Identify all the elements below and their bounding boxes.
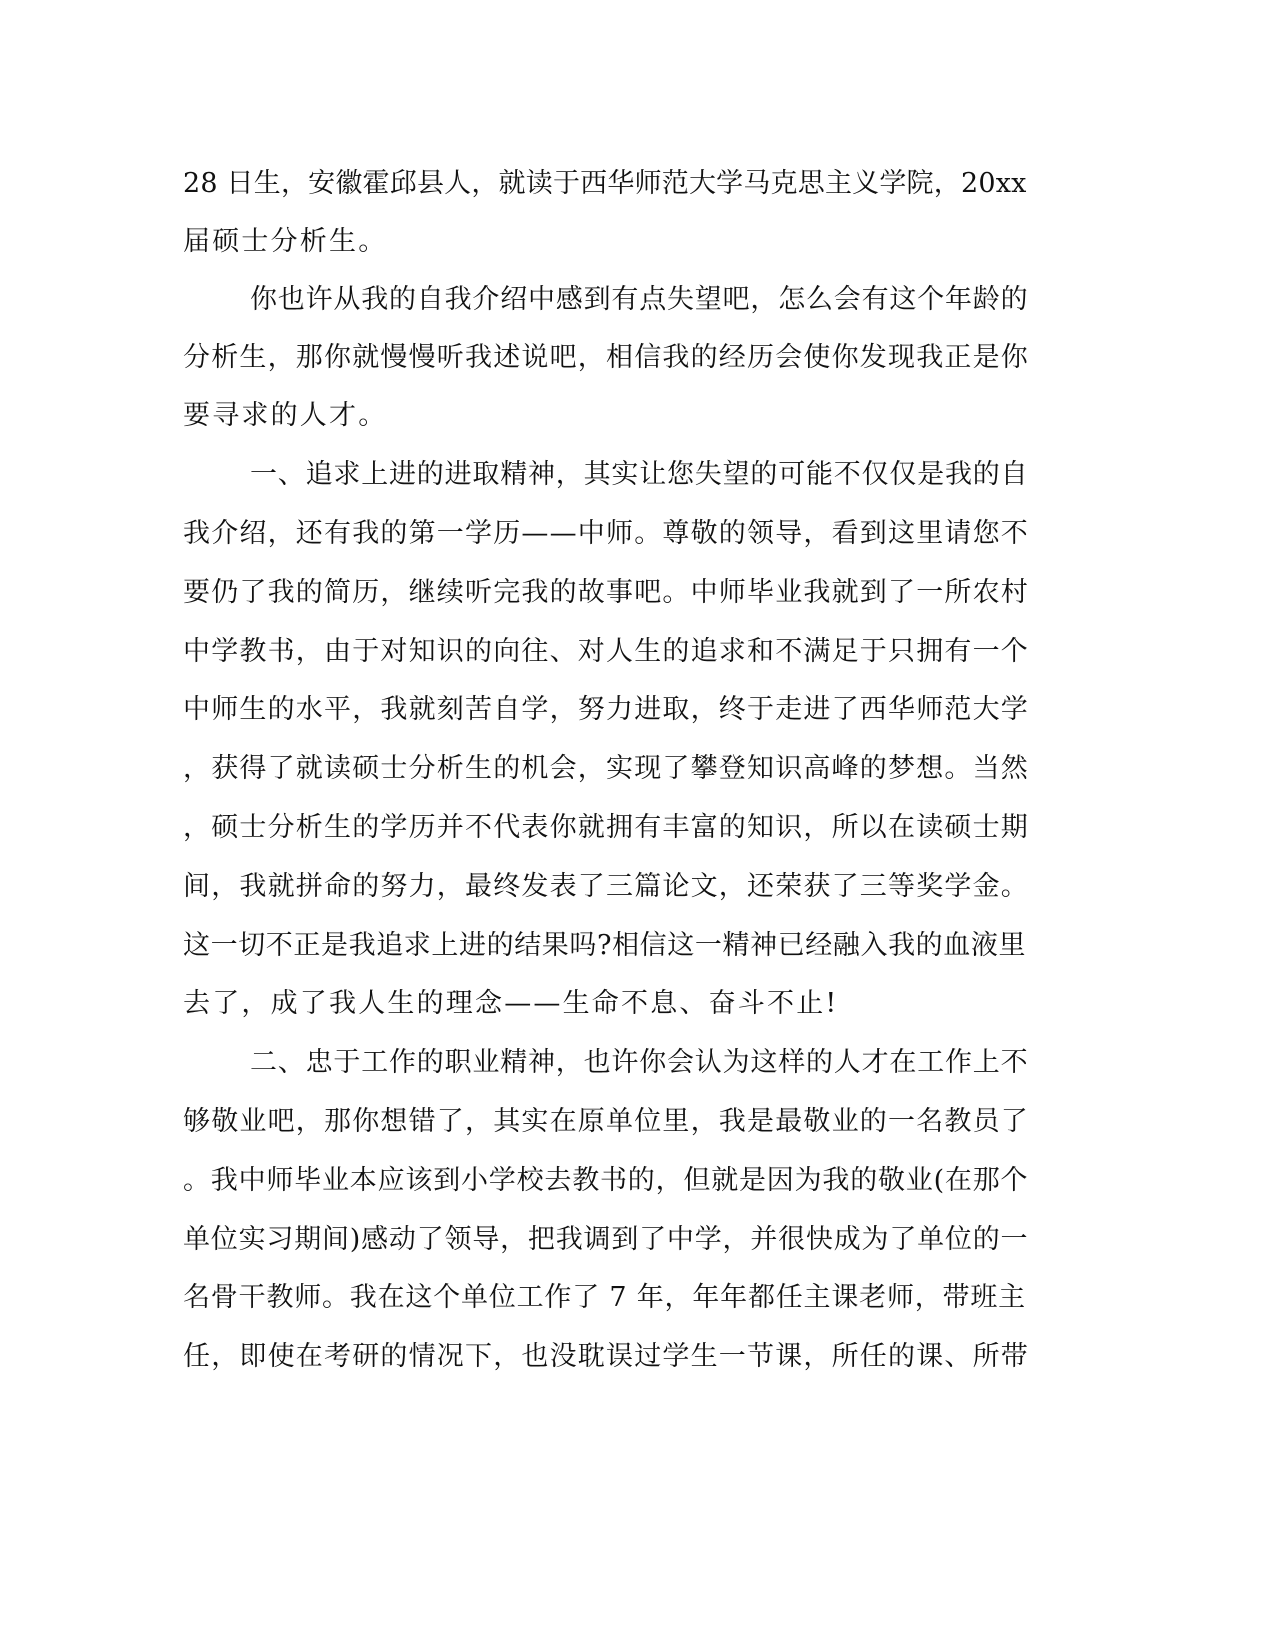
paragraph-first-line: 你也许从我的自我介绍中感到有点失望吧，怎么会有这个年龄的 bbox=[250, 284, 1029, 315]
text-line: 。我中师毕业本应该到小学校去教书的，但就是因为我的敬业(在那个 bbox=[183, 1165, 1029, 1196]
paragraph-first-line: 一、追求上进的进取精神，其实让您失望的可能不仅仅是我的自 bbox=[250, 459, 1029, 490]
text-line: ，硕士分析生的学历并不代表你就拥有丰富的知识，所以在读硕士期 bbox=[183, 812, 1029, 843]
text-line: 分析生，那你就慢慢听我述说吧，相信我的经历会使你发现我正是你 bbox=[183, 342, 1029, 373]
text-line: 我介绍，还有我的第一学历——中师。尊敬的领导，看到这里请您不 bbox=[183, 518, 1029, 549]
text-line: ，获得了就读硕士分析生的机会，实现了攀登知识高峰的梦想。当然 bbox=[183, 753, 1029, 784]
text-line: 任，即使在考研的情况下，也没耽误过学生一节课，所任的课、所带 bbox=[183, 1341, 1029, 1372]
text-line: 单位实习期间)感动了领导，把我调到了中学，并很快成为了单位的一 bbox=[183, 1224, 1029, 1255]
paragraph-first-line: 二、忠于工作的职业精神，也许你会认为这样的人才在工作上不 bbox=[250, 1047, 1029, 1078]
text-line: 名骨干教师。我在这个单位工作了 7 年，年年都任主课老师，带班主 bbox=[183, 1282, 1026, 1313]
text-line: 这一切不正是我追求上进的结果吗?相信这一精神已经融入我的血液里 bbox=[183, 930, 1027, 961]
text-line: 中师生的水平，我就刻苦自学，努力进取，终于走进了西华师范大学 bbox=[183, 694, 1029, 725]
text-line: 间，我就拼命的努力，最终发表了三篇论文，还荣获了三等奖学金。 bbox=[183, 871, 1029, 902]
text-line: 要寻求的人才。 bbox=[183, 400, 388, 431]
text-line: 去了，成了我人生的理念——生命不息、奋斗不止! bbox=[183, 988, 839, 1019]
text-line: 28 日生，安徽霍邱县人，就读于西华师范大学马克思主义学院，20xx bbox=[183, 168, 1027, 199]
text-line: 够敬业吧，那你想错了，其实在原单位里，我是最敬业的一名教员了 bbox=[183, 1106, 1029, 1137]
text-line: 届硕士分析生。 bbox=[183, 226, 388, 257]
text-line: 要仍了我的简历，继续听完我的故事吧。中师毕业我就到了一所农村 bbox=[183, 577, 1029, 608]
text-line: 中学教书，由于对知识的向往、对人生的追求和不满足于只拥有一个 bbox=[183, 636, 1029, 667]
